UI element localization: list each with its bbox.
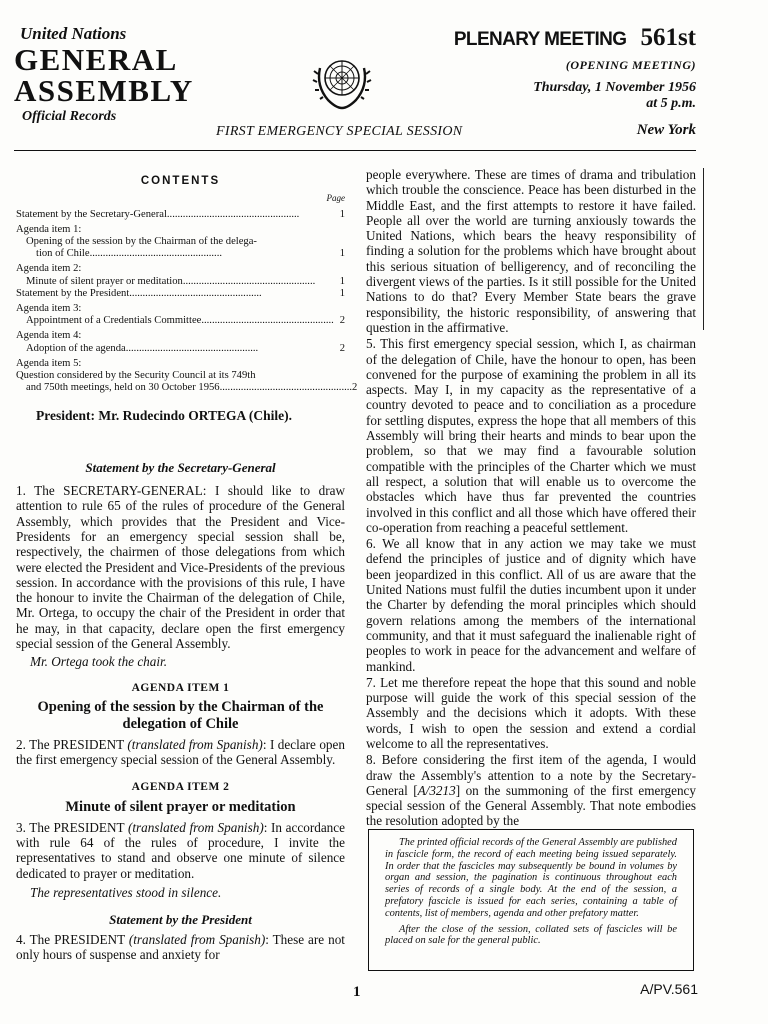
president-line: President: Mr. Rudecindo ORTEGA (Chile).	[36, 408, 293, 424]
body-title-text: GENERAL ASSEMBLY	[14, 42, 194, 108]
toc-entry[interactable]: Appointment of a Credentials Committee.................................................. 2	[26, 315, 345, 327]
agenda-item-2-label: AGENDA ITEM 2	[131, 781, 230, 794]
meeting-label: PLENARY MEETING	[453, 29, 627, 50]
toc-entry-line: Question considered by the Security Council at its 749th	[16, 370, 256, 382]
agenda-item-1-label: AGENDA ITEM 1	[131, 681, 230, 694]
body-title	[14, 44, 234, 106]
sg-heading: Statement by the Secretary-General	[85, 459, 276, 475]
paragraph-4-continued: people everywhere. These are times of drama and tribulation which trouble the conscience. Peace has been disturbed in the Middle East, and the first attempts to restore it have failed. People all over the world are turning anxiously towards the United Nations, which bears the heavy responsibility of finding a solution for the problems which have brought about this serious situation of belligerency, and of reconciling the divergent views of the parties. Is it still possible for the United Nations to do that? Every Member State bears the grave responsibility, the historic responsibility, of answering that question in the affirmative.	[366, 167, 696, 335]
records-label: Official Records	[22, 109, 117, 124]
paragraph-3: 3. The PRESIDENT (translated from Spanish): In accordance with rule 64 of the rules of procedure, I invite the representatives to stand and observe one minute of silence dedicated to prayer or meditation.	[16, 819, 345, 881]
left-column	[16, 174, 358, 962]
toc-entry[interactable]: Minute of silent prayer or meditation.................................................. 1	[26, 275, 345, 287]
org-name: United Nations	[20, 24, 127, 43]
paragraph-7: 7. Let me therefore repeat the hope that this sound and noble purpose will guide the work of this special session of the Assembly and the decisions which it adopts. With these words, I wish to open the session and extend a cordial welcome to all the representatives.	[366, 674, 696, 751]
records-notice-box	[368, 829, 694, 971]
toc-entry[interactable]: Statement by the Secretary-General.................................................. 1	[16, 208, 345, 220]
toc-entry[interactable]: tion of Chile.................................................. 1	[36, 248, 345, 260]
meeting-place: New York	[636, 122, 696, 138]
paragraph-5: 5. This first emergency special session, which I, as chairman of the delegation of Chile, have the honour to open, has been convened for the purpose of examining the problem in all its aspects. May I, in my capacity as the representative of a country devoted to peace and to conciliation as a procedure for settling disputes, express the hope that all members of this Assembly will bring their hearts and minds to bear upon the problem, so that we may find a favourable solution compatible with the principles of the Charter which we must all respect, a solution that will enable us to overcome the obstacles which have thus far prevented the countries involved in this conflict and all those which have offered their co-operation from reaching a peaceful settlement.	[366, 336, 696, 535]
meeting-number: 561st	[640, 24, 696, 51]
toc-entry[interactable]: Adoption of the agenda.................................................. 2	[26, 342, 345, 354]
right-column	[366, 167, 696, 829]
paragraph-2: 2. The PRESIDENT (translated from Spanish): I declare open the first emergency special session of the General Assembly.	[16, 736, 345, 768]
meeting-time: at 5 p.m.	[646, 96, 696, 111]
toc-entry[interactable]: and 750th meetings, held on 30 October 1956.................................................. 2	[26, 382, 358, 394]
toc-heading: Agenda item 5:	[16, 357, 82, 369]
toc-heading: Agenda item 4:	[16, 330, 82, 342]
president-statement-heading: Statement by the President	[109, 912, 252, 928]
stood-note: The representatives stood in silence.	[30, 884, 222, 900]
paragraph-8: 8. Before considering the first item of the agenda, I would draw the Assembly's attention to a note by the Secretary-General [A/3213] on the summoning of the first emergency special session of the General Assembly. That note embodies the resolution adopted by the	[366, 752, 696, 829]
margin-bracket	[695, 168, 704, 330]
toc-entry-line: Opening of the session by the Chairman of the delega-	[26, 236, 257, 247]
paragraph-1: 1. The SECRETARY-GENERAL: I should like to draw attention to rule 65 of the rules of procedure of the General Assembly, which provides that the President and Vice-Presidents for an emergency special session shall be, respectively, the chairmen of those delegations from which were elected the President and Vice-Presidents of the previous session. In accordance with the provisions of this rule, I have the honour to invite the Chairman of the delegation of Chile, Mr. Ortega, to occupy the chair of the President in order that he may, in that capacity, declare open the first emergency special session of the General Assembly.	[16, 483, 345, 651]
un-emblem-icon	[312, 50, 372, 114]
notice-paragraph-1: The printed official records of the General Assembly are published in fascicle form, the record of each meeting being issued separately. In order that the fascicles may subsequently be bound in volumes by organ and session, the pagination is continuous throughout each series of records of a single body. At the end of the session, a prefatory fascicle is issued for each series, containing a table of contents, list of members, agenda and other prefatory matter.	[385, 837, 677, 919]
notice-paragraph-2: After the close of the session, collated sets of fascicles will be placed on sale for the general public.	[385, 923, 677, 947]
toc-heading: Agenda item 3:	[16, 303, 82, 315]
table-of-contents	[16, 208, 358, 395]
contents-title: CONTENTS	[140, 175, 221, 187]
meeting-date: Thursday, 1 November 1956	[533, 80, 696, 95]
agenda-item-2-title: Minute of silent prayer or meditation	[65, 798, 296, 815]
header-rule	[14, 150, 696, 151]
toc-heading: Agenda item 1:	[16, 223, 82, 235]
paragraph-6: 6. We all know that in any action we may take we must defend the principles of justice and of dignity which have been jeopardized in this conflict. All of us are aware that the United Nations must fulfil the duties incumbent upon it under the Charter by defending the moral principles which should govern relations among the members of the international community, and that it must safeguard the inalienable right of peoples to work in peace for the advancement and welfare of mankind.	[366, 536, 696, 674]
session-title: FIRST EMERGENCY SPECIAL SESSION	[216, 124, 463, 139]
meeting-type: (OPENING MEETING)	[565, 58, 696, 72]
contents-page-label: Page	[326, 193, 345, 204]
chair-note: Mr. Ortega took the chair.	[30, 654, 167, 670]
toc-entry[interactable]: Statement by the President.................................................. 1	[16, 287, 345, 299]
paragraph-4: 4. The PRESIDENT (translated from Spanish): These are not only hours of suspense and anxiety for	[16, 931, 345, 962]
document-symbol: A/PV.561	[640, 981, 698, 997]
agenda-item-1-title: Opening of the session by the Chairman of the delegation of Chile	[37, 698, 324, 732]
page-number: 1	[353, 984, 361, 1000]
meeting-header	[454, 24, 696, 52]
toc-heading: Agenda item 2:	[16, 263, 82, 275]
